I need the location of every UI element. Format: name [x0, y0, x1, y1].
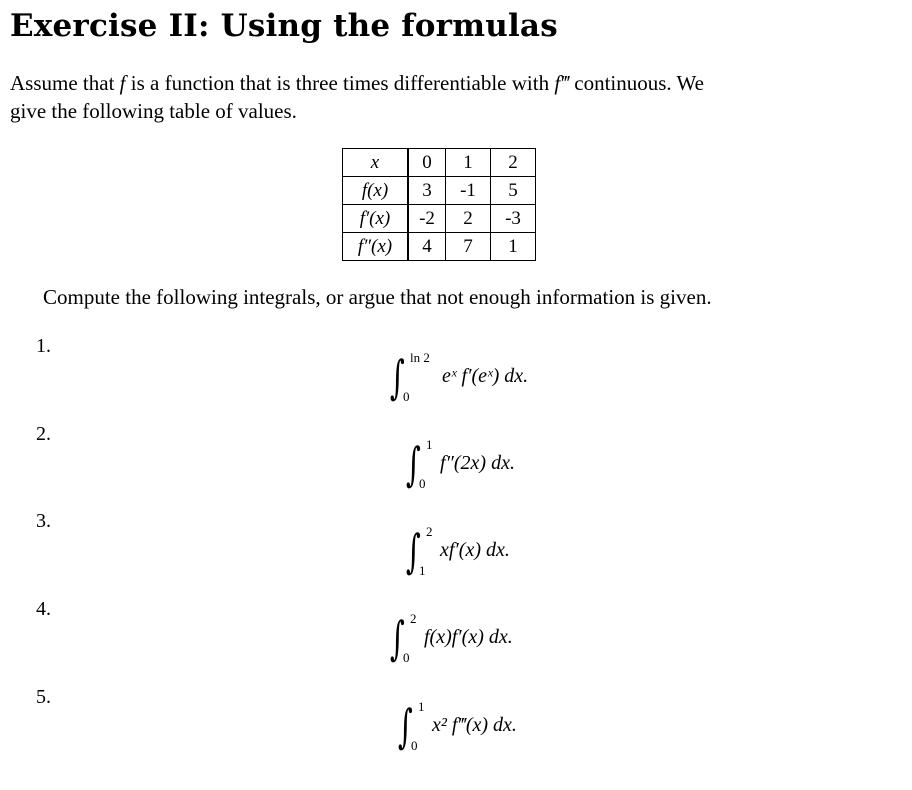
integral-lower-limit: 0 [403, 650, 410, 665]
item-number: 3. [36, 510, 51, 532]
integrand: x² f‴(x) dx. [432, 714, 517, 736]
integrand: f″(2x) dx. [440, 452, 515, 474]
intro-math-f-triple-prime: f‴ [554, 71, 569, 95]
table-header-cell: 2 [491, 149, 536, 177]
integral-sign: ∫ [406, 437, 421, 491]
table-row-label: f′(x) [343, 205, 409, 233]
integral-upper-limit: 2 [426, 524, 433, 539]
table-header-row [343, 149, 536, 177]
table-cell: 3 [408, 177, 446, 205]
integral-upper-limit: ln 2 [410, 350, 430, 365]
instructions: Compute the following integrals, or argue that not enough information is given. [43, 285, 712, 309]
intro-text-c: continuous. We [569, 71, 704, 95]
integral-lower-limit: 1 [419, 563, 426, 578]
integrand: f(x)f′(x) dx. [424, 626, 513, 648]
intro-line-1 [10, 69, 888, 97]
table-row [343, 205, 536, 233]
intro-math-f: f [119, 71, 126, 95]
item-number: 1. [36, 335, 51, 357]
item-number: 2. [36, 423, 51, 445]
values-table [342, 148, 536, 261]
exercise-title: Exercise II: Using the formulas [10, 8, 558, 44]
intro-paragraph [10, 69, 888, 125]
table-cell: 7 [446, 233, 491, 261]
table-header-cell: 1 [446, 149, 491, 177]
intro-line-2: give the following table of values. [10, 99, 297, 123]
intro-text-a: Assume that [10, 71, 120, 95]
item-number: 4. [36, 598, 51, 620]
integral-upper-limit: 2 [410, 611, 417, 626]
table-row-label: f(x) [343, 177, 409, 205]
table-header-cell: 0 [408, 149, 446, 177]
table-header-cell: x [343, 149, 409, 177]
integral-lower-limit: 0 [419, 476, 426, 491]
integral-sign: ∫ [390, 350, 405, 404]
table-cell: 2 [446, 205, 491, 233]
integrand: xf′(x) dx. [440, 539, 510, 561]
integral-lower-limit: 0 [403, 389, 410, 404]
intro-text-b: is a function that is three times differentiable with [125, 71, 555, 95]
table-cell: -1 [446, 177, 491, 205]
item-number: 5. [36, 686, 51, 708]
table-cell: -2 [408, 205, 446, 233]
table-cell: 5 [491, 177, 536, 205]
table-row [343, 177, 536, 205]
integral-sign: ∫ [406, 524, 421, 578]
integrand: eˣ f′(eˣ) dx. [442, 365, 529, 387]
integral-upper-limit: 1 [426, 437, 433, 452]
integral-sign: ∫ [398, 699, 413, 753]
integral-upper-limit: 1 [418, 699, 425, 714]
integral-sign: ∫ [390, 611, 405, 665]
table-row-label: f″(x) [343, 233, 409, 261]
table-cell: -3 [491, 205, 536, 233]
integral-lower-limit: 0 [411, 738, 418, 753]
table-cell: 4 [408, 233, 446, 261]
table-cell: 1 [491, 233, 536, 261]
table-row [343, 233, 536, 261]
